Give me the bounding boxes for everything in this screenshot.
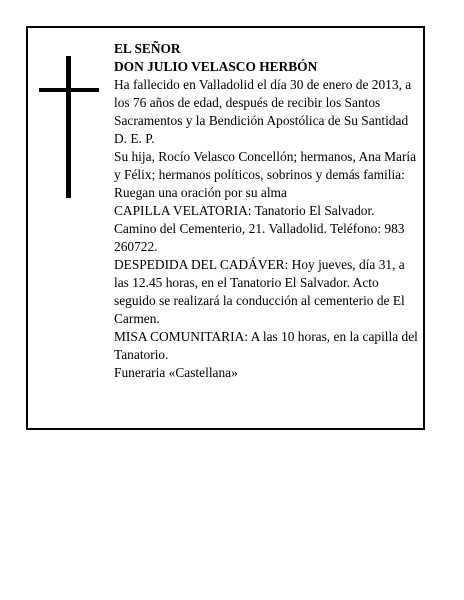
deceased-title: EL SEÑOR <box>114 41 181 56</box>
death-announcement: Ha fallecido en Valladolid el día 30 de enero de 2013, a los 76 años de edad, después de recibir los Santos Sacramentos y la Bendición Apostólica de Su Santidad D. E. P. <box>114 77 412 146</box>
farewell-info: DESPEDIDA DEL CADÁVER: Hoy jueves, día 31, a las 12.45 horas, en el Tanatorio El Salvador. Acto seguido se realizará la conducción al cementerio de El Carmen. <box>114 257 405 326</box>
obituary-notice <box>26 26 425 430</box>
cross-icon <box>39 56 99 198</box>
family-members: Su hija, Rocío Velasco Concellón; hermanos, Ana María y Félix; hermanos políticos, sobrinos y demás familia: <box>114 149 417 182</box>
deceased-name: DON JULIO VELASCO HERBÓN <box>114 59 318 74</box>
funeral-home: Funeraria «Castellana» <box>114 365 238 380</box>
prayer-request: Ruegan una oración por su alma <box>114 185 287 200</box>
cross-vertical-bar <box>66 56 71 198</box>
mass-info: MISA COMUNITARIA: A las 10 horas, en la capilla del Tanatorio. <box>114 329 418 362</box>
wake-chapel-info: CAPILLA VELATORIA: Tanatorio El Salvador. Camino del Cementerio, 21. Valladolid. Teléfono: 983 260722. <box>114 203 405 254</box>
obituary-text <box>114 40 420 382</box>
cross-horizontal-bar <box>39 88 99 92</box>
